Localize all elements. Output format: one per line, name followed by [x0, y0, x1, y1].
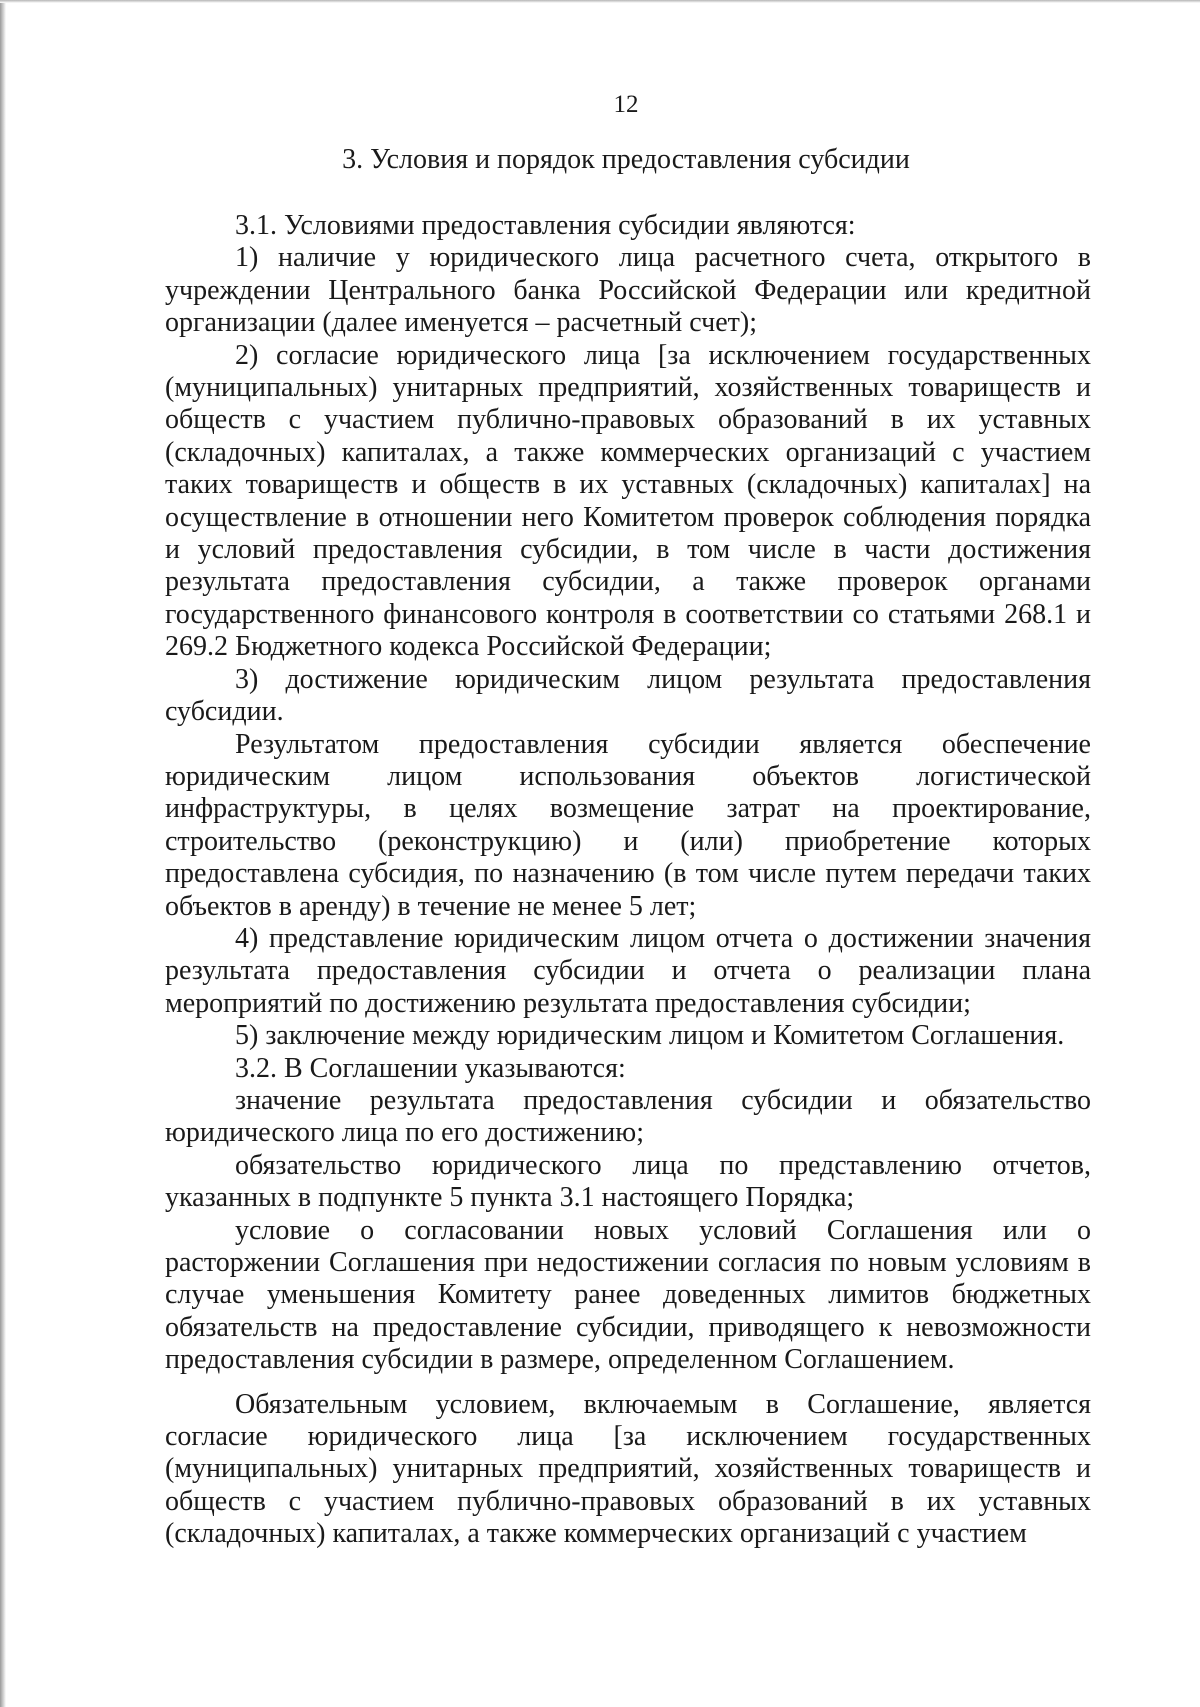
paragraph-agreement-item-2: обязательство юридического лица по представлению отчетов, указанных в подпункте 5 пункта 3.1 настоящего Порядка; — [165, 1149, 1091, 1214]
paragraph-agreement-item-1: значение результата предоставления субсидии и обязательство юридического лица по его достижению; — [165, 1084, 1091, 1149]
paragraph-3-1: 3.1. Условиями предоставления субсидии являются: — [235, 210, 856, 241]
paragraph-condition-2: 2) согласие юридического лица [за исключением государственных (муниципальных) унитарных предприятий, хозяйственных товариществ и обществ с участием публично-правовых образований в их уставных (складочных) капиталах, а также коммерческих организаций с участием таких товариществ и обществ в их уставных (складочных) капиталах] на осуществление в отношении него Комитетом проверок соблюдения порядка и условий предоставления субсидии, в том числе в части достижения результата предоставления субсидии, а также проверок органами государственного финансового контроля в соответствии со статьями 268.1 и 269.2 Бюджетного кодекса Российской Федерации; — [165, 339, 1091, 663]
paragraph-mandatory-condition: Обязательным условием, включаемым в Соглашение, является согласие юридического лица [за исключением государственных (муниципальных) унитарных предприятий, хозяйственных товариществ и обществ с участием публично-правовых образований в их уставных (складочных) капиталах, а также коммерческих организаций с участием — [165, 1388, 1091, 1550]
paragraph-condition-5: 5) заключение между юридическим лицом и Комитетом Соглашения. — [235, 1020, 1065, 1052]
paragraph-condition-1: 1) наличие у юридического лица расчетного счета, открытого в учреждении Центрального банка Российской Федерации или кредитной организации (далее именуется – расчетный счет); — [165, 242, 1091, 339]
section-title: 3. Условия и порядок предоставления субсидии — [342, 144, 910, 175]
paragraph-condition-3: 3) достижение юридическим лицом результата предоставления субсидии. — [165, 663, 1091, 728]
paragraph-condition-4: 4) представление юридическим лицом отчета о достижении значения результата предоставления субсидии и отчета о реализации плана мероприятий по достижению результата предоставления субсидии; — [165, 922, 1091, 1019]
paragraph-agreement-item-3: условие о согласовании новых условий Соглашения или о расторжении Соглашения при недостижении согласия по новым условиям в случае уменьшения Комитету ранее доведенных лимитов бюджетных обязательств на предоставление субсидии, приводящего к невозможности предоставления субсидии в размере, определенном Соглашением. — [165, 1214, 1091, 1376]
paragraph-result: Результатом предоставления субсидии является обеспечение юридическим лицом использования объектов логистической инфраструктуры, в целях возмещение затрат на проектирование, строительство (реконструкцию) и (или) приобретение которых предоставлена субсидия, по назначению (в том числе путем передачи таких объектов в аренду) в течение не менее 5 лет; — [165, 728, 1091, 922]
scan-top-edge — [0, 0, 1200, 3]
scan-left-edge — [0, 0, 6, 1707]
page-number: 12 — [613, 91, 639, 118]
paragraph-3-2: 3.2. В Соглашении указываются: — [235, 1052, 626, 1084]
document-body — [165, 210, 1091, 1551]
